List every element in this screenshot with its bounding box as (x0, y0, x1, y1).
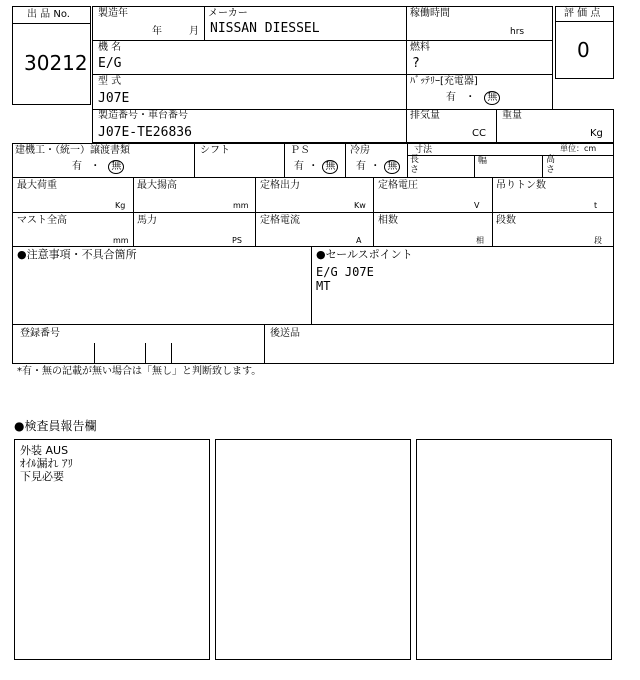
transfer-label: 建機工・（統一）譲渡書類 (15, 145, 130, 156)
sales-label: ●セールスポイント (316, 248, 413, 261)
fuel-label: 燃料 (410, 42, 430, 53)
rated-current-label: 定格電流 (260, 215, 300, 226)
year-label: 製造年 (98, 8, 128, 19)
type-label: 型 式 (98, 76, 122, 87)
rated-current-unit: A (356, 236, 362, 245)
maker-label: メーカー (208, 8, 248, 19)
transfer-choice (72, 160, 124, 174)
ps-choice (294, 160, 338, 174)
lot-no-cell (12, 23, 91, 105)
ac-choice (356, 160, 400, 174)
serial-value: J07E-TE26836 (98, 125, 192, 140)
reg-label: 登録番号 (20, 328, 60, 339)
dims-label: 寸法 (414, 145, 433, 155)
post-label: 後送品 (270, 328, 300, 339)
lot-no-value: 30212 (24, 51, 88, 75)
ps-label: ＰＳ (290, 145, 310, 156)
lot-no-label: 出 品 No. (27, 9, 70, 20)
caution-label: ●注意事項・不具合箇所 (17, 248, 137, 261)
rated-voltage-unit: V (474, 201, 480, 210)
ps-no-circled: 無 (322, 160, 338, 174)
inspector-title: ●検査員報告欄 (14, 419, 97, 433)
hours-unit: hrs (510, 27, 525, 37)
model-value: E/G (98, 56, 122, 71)
ps-yes: 有 (294, 161, 304, 172)
weight-label: 重量 (502, 110, 522, 121)
ac-no-circled: 無 (384, 160, 400, 174)
rated-voltage-label: 定格電圧 (378, 180, 418, 191)
rated-output-label: 定格出力 (260, 180, 300, 191)
max-load-label: 最大荷重 (17, 180, 57, 191)
steps-unit: 段 (594, 236, 602, 245)
displacement-unit: CC (472, 128, 486, 139)
ac-sep: ・ (370, 161, 381, 172)
steps-label: 段数 (496, 215, 516, 226)
rating-label: 評 価 点 (564, 8, 601, 19)
battery-yes: 有 (446, 92, 456, 103)
transfer-yes: 有 (72, 161, 82, 172)
model-label: 機 名 (98, 42, 122, 53)
phase-label: 相数 (378, 215, 398, 226)
maker-value: NISSAN DIESSEL (210, 21, 320, 36)
fuel-value: ? (412, 56, 420, 71)
inspector-box-3 (416, 439, 612, 660)
ac-label: 冷房 (350, 145, 370, 156)
battery-choice (446, 91, 500, 105)
rating-value: 0 (577, 38, 590, 62)
max-load-unit: Kg (115, 201, 126, 210)
rating-header-cell (555, 6, 614, 22)
serial-label: 製造番号・車台番号 (98, 110, 188, 121)
transfer-no-circled: 無 (108, 160, 124, 174)
shift-label: シフト (200, 145, 230, 156)
ps-sep: ・ (308, 161, 319, 172)
ac-yes: 有 (356, 161, 366, 172)
year-unit: 年 (152, 26, 162, 37)
weight-unit: Kg (590, 128, 603, 139)
battery-sep: ・ (465, 92, 476, 103)
battery-no-circled: 無 (484, 91, 500, 105)
spec-table (12, 143, 614, 247)
length-label: 長 さ (410, 155, 420, 175)
month-unit: 月 (189, 26, 199, 37)
inspector-box-1 (14, 439, 210, 660)
rated-output-unit: Kw (354, 201, 366, 210)
dims-unit: 単位：cm (560, 144, 597, 153)
max-lift-unit: mm (233, 201, 249, 210)
battery-label: ﾊﾞｯﾃﾘｰ[充電器] (410, 76, 478, 87)
footnote: *有・無の記載が無い場合は「無し」と判断致します。 (17, 366, 262, 377)
hoist-label: 吊りトン数 (496, 180, 546, 191)
max-lift-label: 最大揚高 (137, 180, 177, 191)
hours-label: 稼働時間 (410, 8, 450, 19)
inspector-box-2 (215, 439, 411, 660)
reg-table (12, 324, 614, 364)
inspector-box-1-text: 外装 AUS ｵｲﾙ漏れ ｱﾘ 下見必要 (20, 444, 73, 483)
mast-unit: mm (113, 236, 129, 245)
transfer-sep: ・ (90, 161, 101, 172)
hp-label: 馬力 (137, 215, 157, 226)
sales-text: E/G J07E MT (316, 265, 374, 293)
phase-unit: 相 (476, 236, 484, 245)
width-label: 幅 (478, 156, 488, 166)
type-value: J07E (98, 91, 130, 106)
displacement-label: 排気量 (410, 110, 440, 121)
lot-no-header-cell (12, 6, 91, 24)
hoist-unit: t (594, 201, 598, 210)
hp-unit: PS (232, 236, 242, 245)
mast-label: マスト全高 (17, 215, 67, 226)
rating-cell (555, 21, 614, 79)
height-label: 高 さ (546, 155, 556, 175)
